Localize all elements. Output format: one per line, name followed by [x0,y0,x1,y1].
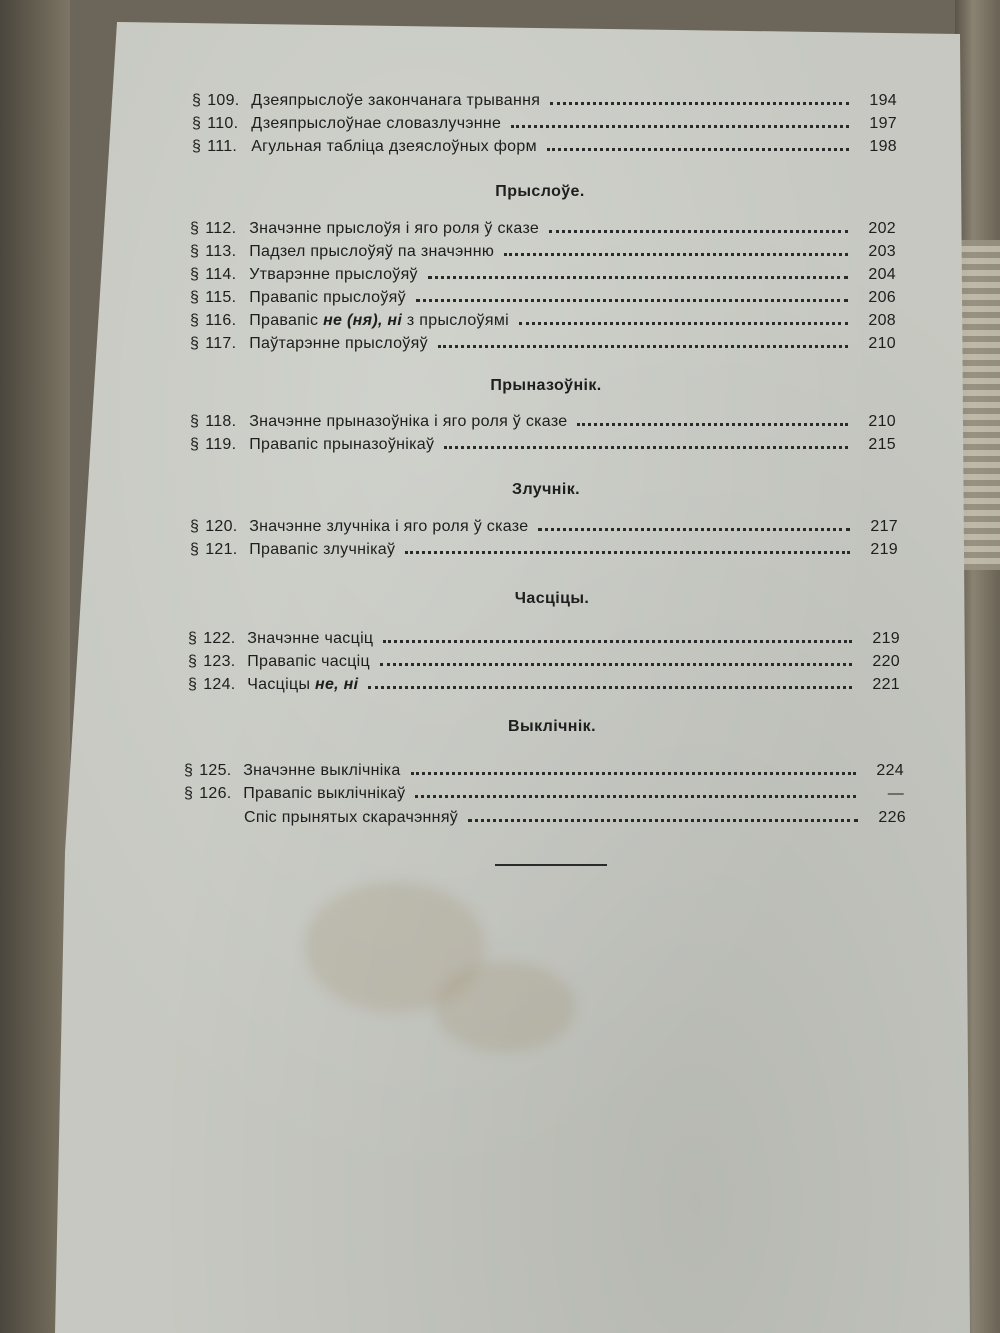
entry-title: Агульная табліца дзеяслоўных форм [251,138,537,155]
toc-entry [190,266,896,290]
entry-title: Паўтарэнне прыслоўяў [249,335,428,352]
entry-number: 110. [207,115,239,132]
leader-dots [383,639,852,643]
entry-title: Значэнне часціц [247,630,374,647]
title-text: з прыслоўямі [402,312,509,329]
section-sign: § [184,785,194,802]
leader-dots [547,147,849,151]
section-sign: § [184,762,194,779]
entry-page: 210 [868,335,896,352]
entry-page: 224 [876,762,904,779]
section-sign: § [190,266,200,283]
leader-dots [511,124,849,128]
entry-number: 121. [205,541,238,558]
section-heading-conjunction: Злучнік. [512,481,580,498]
title-emphasis: не, ні [315,676,359,693]
entry-page: 197 [869,115,897,132]
toc-entry [192,138,897,162]
entry-number: 109. [207,92,240,109]
leader-dots [577,422,848,426]
leader-dots [368,685,852,689]
title-emphasis: не (ня), ні [323,312,403,329]
entry-page: 198 [869,138,897,155]
entry-number: 118. [205,413,237,430]
entry-page: 219 [872,630,900,647]
entry-page: 217 [870,518,898,535]
toc-entry [190,518,898,542]
toc-entry [184,785,904,809]
entry-title: Правапіс прыслоўяў [249,289,406,306]
entry-page: 194 [869,92,897,109]
leader-dots [549,229,848,233]
entry-title: Дзеяпрыслоўнае словазлучэнне [251,115,502,132]
toc-entry [192,92,897,116]
toc-entry [192,115,897,139]
entry-number: 122. [203,630,236,647]
entry-number: 112. [205,220,237,237]
leader-dots [538,527,850,531]
section-heading-particles: Часціцы. [514,590,590,607]
entry-title: Дзеяпрыслоўе закончанага трывання [251,92,541,109]
toc-entry [190,541,898,565]
section-sign: § [190,413,200,430]
entry-page: 210 [868,413,896,430]
toc-entry [184,762,904,786]
section-sign: § [190,220,200,237]
leader-dots [468,818,858,822]
leader-dots [405,550,850,554]
section-sign: § [190,289,200,306]
entry-title [247,676,358,694]
entry-number: 123. [203,653,236,670]
entry-number: 115. [205,289,237,306]
leader-dots [438,344,848,348]
entry-title: Правапіс часціц [247,653,370,670]
entry-number: 124. [203,676,236,693]
title-text: Правапіс [249,312,324,329]
leader-dots [380,662,852,666]
entry-title: Утварэнне прыслоўяў [249,266,418,283]
entry-title: Значэнне злучніка і яго роля ў сказе [249,518,529,535]
leader-dots [550,101,849,105]
leader-dots [428,275,848,279]
section-sign: § [192,92,202,109]
section-sign: § [192,138,202,155]
toc-entry [190,335,896,359]
toc-entry [188,653,900,677]
toc-entry [188,630,900,654]
entry-number: 117. [205,335,237,352]
entry-title: Значэнне выклічніка [243,762,401,779]
entry-page: 220 [872,653,900,670]
entry-title [249,312,509,330]
entry-page: 221 [872,676,900,693]
entry-number: 119. [205,436,237,453]
leader-dots [519,321,848,325]
leader-dots [416,298,848,302]
entry-number: 126. [199,785,232,802]
section-heading-preposition: Прыназоўнік. [490,377,602,394]
entry-title: Правапіс прыназоўнікаў [249,436,435,453]
title-text: Часціцы [247,676,315,693]
entry-page: 215 [868,436,896,453]
section-heading-interjection: Выклічнік. [508,718,596,735]
entry-page: 206 [868,289,896,306]
toc-entry-abbreviations [244,809,906,833]
section-sign: § [190,518,200,535]
section-sign: § [190,436,200,453]
section-sign: § [188,676,198,693]
entry-number: 114. [205,266,237,283]
section-sign: § [188,630,198,647]
section-sign: § [188,653,198,670]
entry-number: 120. [205,518,238,535]
section-heading-adverb: Прыслоўе. [495,183,585,200]
toc-entry [190,413,896,437]
leader-dots [415,794,856,798]
entry-page: — [887,785,904,802]
toc-entry [190,220,896,244]
toc-entry [190,289,896,313]
section-sign: § [190,243,200,260]
leader-dots [444,445,848,449]
entry-page: 203 [868,243,896,260]
toc-entry [190,436,896,460]
entry-number: 113. [205,243,237,260]
entry-page: 202 [868,220,896,237]
entry-title: Спіс прынятых скарачэнняў [244,809,459,826]
leader-dots [504,252,848,256]
entry-title: Значэнне прыназоўніка і яго роля ў сказе [249,413,568,430]
entry-title: Падзел прыслоўяў па значэнню [249,243,495,260]
toc-entry [190,312,896,336]
entry-title: Значэнне прыслоўя і яго роля ў сказе [249,220,540,237]
section-sign: § [192,115,202,132]
entry-title: Правапіс злучнікаў [249,541,396,558]
leader-dots [411,771,856,775]
toc-entry [188,676,900,700]
section-sign: § [190,335,200,352]
toc-entry [190,243,896,267]
entry-title: Правапіс выклічнікаў [243,785,406,802]
entry-number: 116. [205,312,237,329]
end-rule [495,864,607,866]
entry-page: 208 [868,312,896,329]
entry-page: 219 [870,541,898,558]
entry-page: 226 [878,809,906,826]
entry-page: 204 [868,266,896,283]
entry-number: 125. [199,762,232,779]
entry-number: 111. [207,138,238,155]
section-sign: § [190,541,200,558]
section-sign: § [190,312,200,329]
page-stain [435,962,575,1052]
